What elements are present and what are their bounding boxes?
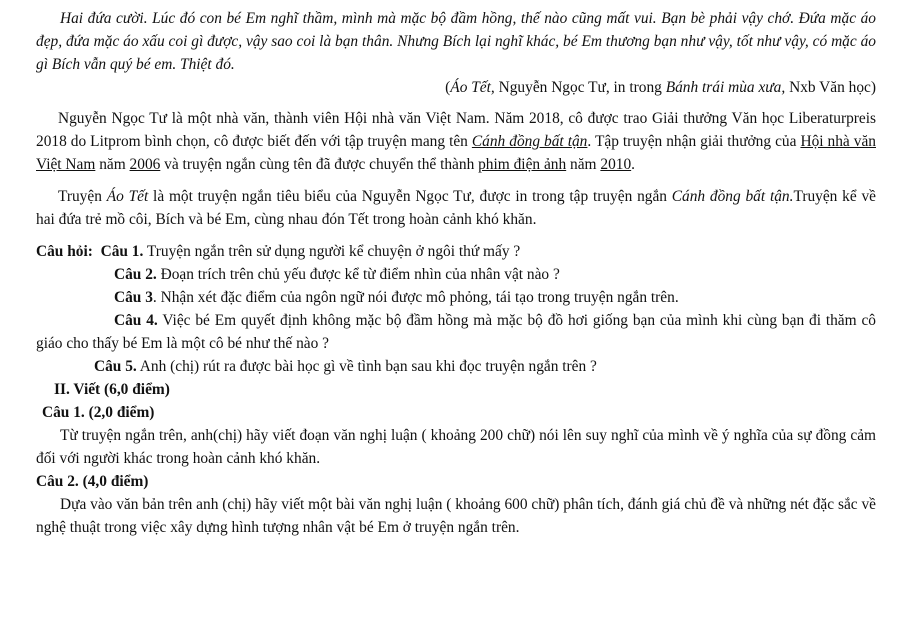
writing-question-2-heading: Câu 2. (4,0 điểm) [36,473,149,490]
story-text-1: Truyện [58,188,107,205]
link-canh-dong-bat-tan[interactable]: Cánh đồng bất tận [471,133,588,150]
link-year-2010[interactable]: 2010 [600,156,632,173]
story-paragraph [36,185,876,231]
question-4-text: Việc bé Em quyết định không mặc bộ đầm hồng mà mặc bộ đồ hơi giống bạn của mình khi cùng bạn đi thăm cô giáo cho thấy bé Em là một cô bé như thế nào ? [36,312,876,352]
author-text-3: năm [95,156,130,173]
source-book: Bánh trái mùa xưa, [665,79,786,96]
question-2-label: Câu 2. [114,266,157,283]
source-author: Nguyễn Ngọc Tư, in trong [494,79,666,96]
question-1-label: Câu 1. [100,243,144,260]
source-paren: ( [445,79,451,96]
author-text-4: và truyện ngắn cùng tên đã được chuyển thể thành [160,156,479,173]
writing-section-heading: II. Viết (6,0 điểm) [54,381,170,398]
question-1-text: Truyện ngắn trên sử dụng người kể chuyện ở ngôi thứ mấy ? [143,243,521,260]
writing-question-1-text: Từ truyện ngắn trên, anh(chị) hãy viết đoạn văn nghị luận ( khoảng 200 chữ) nói lên suy nghĩ của mình về ý nghĩa của sự đồng cảm đối với người khác trong hoàn cảnh khó khăn. [36,427,876,467]
story-text-3: Truyện kể về hai đứa trẻ mồ côi, Bích và bé Em, cùng nhau đón Tết trong hoàn cảnh khó khăn. [36,188,877,228]
question-3-label: Câu 3 [114,289,153,306]
excerpt-source [36,76,876,99]
question-2-text: Đoạn trích trên chủ yếu được kể từ điểm nhìn của nhân vật nào ? [156,266,560,283]
source-publisher: Nxb Văn học) [785,79,876,96]
author-paragraph [36,107,876,176]
story-text-2: là một truyện ngắn tiêu biểu của Nguyễn Ngọc Tư, được in trong tập truyện ngắn [148,188,672,205]
question-4 [36,309,876,355]
question-4-label: Câu 4. [114,312,158,329]
author-text-6: . [631,156,636,173]
author-text-5: năm [566,156,601,173]
question-5 [36,355,876,378]
link-phim-dien-anh[interactable]: phim điện ảnh [478,156,567,173]
question-5-label: Câu 5. [94,358,137,375]
author-text-2: . Tập truyện nhận giải thưởng của [587,133,801,150]
questions-heading: Câu hỏi: [36,243,93,260]
question-1 [36,240,876,263]
author-text-1: Nguyễn Ngọc Tư là một nhà văn, thành viên Hội nhà văn Việt Nam. Năm 2018, cô được trao Giải thưởng Văn học Liberaturpreis 2018 do Litprom bình chọn, cô được biết đến với tập truyện mang tên [36,110,876,150]
question-5-text: Anh (chị) rút ra được bài học gì về tình bạn sau khi đọc truyện ngắn trên ? [136,358,597,375]
question-2 [36,263,876,286]
link-hoi-nha-van[interactable]: Hội nhà văn Việt Nam [36,133,876,173]
story-excerpt: Hai đứa cười. Lúc đó con bé Em nghĩ thầm, mình mà mặc bộ đầm hồng, thế nào cũng mất vui. Bạn bè phải vậy chớ. Đứa mặc áo đẹp, đứa mặc áo xấu coi gì được, vậy sao coi là bạn thân. Nhưng Bích lại nghĩ khác, bé Em thương bạn như vậy, tốt như vậy, có mặc áo gì Bích vẫn quý bé em. Thiệt đó. [36,10,876,73]
link-year-2006[interactable]: 2006 [129,156,161,173]
writing-question-2-text: Dựa vào văn bản trên anh (chị) hãy viết một bài văn nghị luận ( khoảng 600 chữ) phân tích, đánh giá chủ đề và những nét đặc sắc về nghệ thuật trong việc xây dựng hình tượng nhân vật bé Em ở truyện ngắn trên. [36,496,876,536]
story-book: Cánh đồng bất tận. [671,188,794,205]
source-title: Áo Tết, [450,79,495,96]
story-title: Áo Tết [106,188,149,205]
question-3 [36,286,876,309]
question-3-text: . Nhận xét đặc điểm của ngôn ngữ nói được mô phỏng, tái tạo trong truyện ngắn trên. [152,289,679,306]
writing-question-1-heading: Câu 1. (2,0 điểm) [42,404,155,421]
